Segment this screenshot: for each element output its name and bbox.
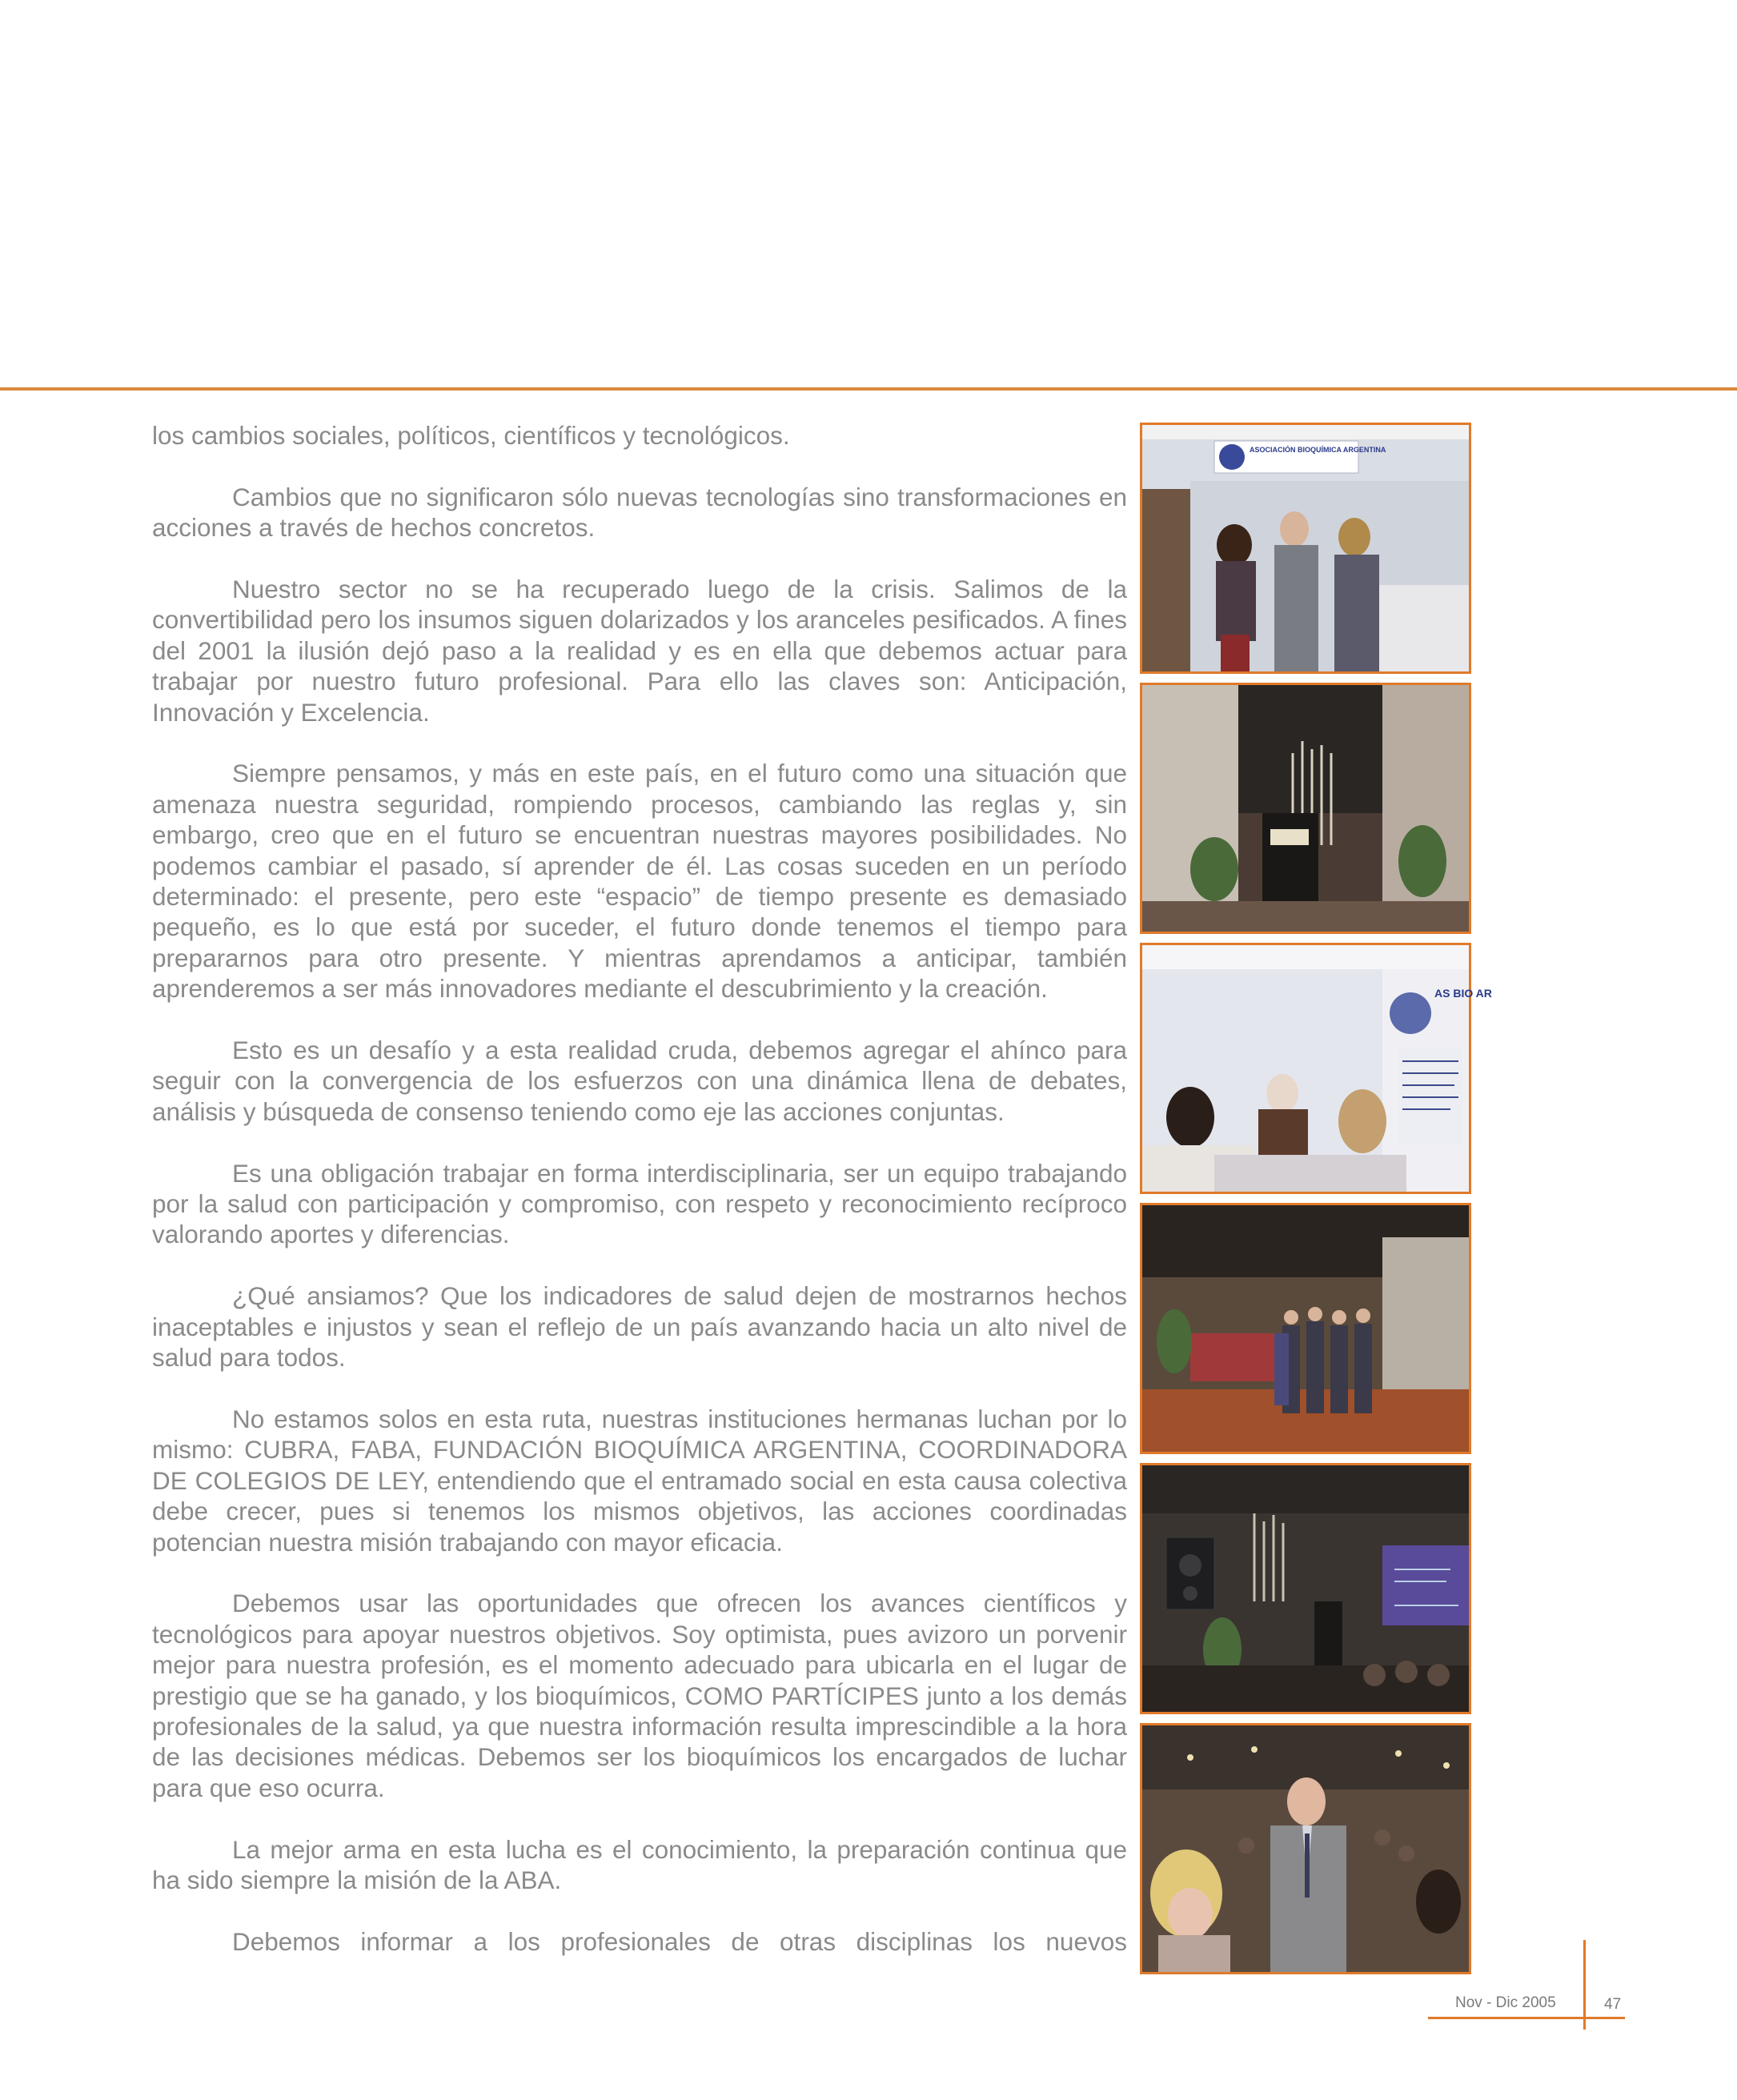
photo-hall-group <box>1140 1203 1471 1454</box>
paragraph-4: Esto es un desafío y a esta realidad cruda, debemos agregar el ahínco para seguir con la convergencia de los esfuerzos con una dinámica llena de debates, análisis y búsqueda de consenso teniendo como eje las acciones conjuntas. <box>152 1036 1127 1126</box>
paragraph-2: Nuestro sector no se ha recuperado luego de la crisis. Salimos de la convertibilidad pero los insumos siguen dolarizados y los aranceles pesificados. A fines del 2001 la ilusión dejó paso a la realidad y es en ella que debemos actuar para trabajar por nuestro futuro profesional. Para ello las claves son: Anticipación, Innovación y Excelencia. <box>152 575 1127 727</box>
paragraph-3: Siempre pensamos, y más en este país, en el futuro como una situación que amenaza nuestra seguridad, rompiendo procesos, cambiando las reglas y, sin embargo, creo que en el futuro se encuentran nuestras mayores posibilidades. No podemos cambiar el pasado, sí aprender de él. Las cosas suceden en un período determinado: el presente, pero este “espacio” de tiempo presente es demasiado pequeño, es lo que está por suceder, el futuro donde tenemos el tiempo para prepararnos para otro presente. Y mientras aprendamos a anticipar, también aprenderemos a ser más innovadores mediante el descubrimiento y la creación. <box>152 759 1127 1004</box>
issue-date: Nov - Dic 2005 <box>1455 1994 1556 2011</box>
top-rule <box>0 387 1737 391</box>
article-body <box>152 420 1127 1957</box>
photo-booth-seated <box>1140 943 1492 1194</box>
paragraph-5: Es una obligación trabajar en forma interdisciplinaria, ser un equipo trabajando por la salud con participación y compromiso, con respeto y reconocimiento recíproco valorando aportes y diferencias. <box>152 1158 1127 1249</box>
paragraph-10: Debemos informar a los profesionales de otras disciplinas los nuevos <box>232 1926 1127 1956</box>
page-number: 47 <box>1604 1996 1622 2013</box>
paragraph-7: No estamos solos en esta ruta, nuestras instituciones hermanas luchan por lo mismo: CUBRA, FABA, FUNDACIÓN BIOQUÍMICA ARGENTINA, COORDINADORA DE COLEGIOS DE LEY, entendiendo que el entramado social en esta causa colectiva debe crecer, pues si tenemos los mismos objetivos, las acciones coordinadas potencian nuestra misión trabajando con mayor eficacia. <box>152 1404 1127 1557</box>
photo-column <box>1140 423 1492 1983</box>
photo-hall-lectern <box>1140 683 1471 934</box>
paragraph-9: La mejor arma en esta lucha es el conocimiento, la preparación continua que ha sido siempre la misión de la ABA. <box>152 1834 1127 1894</box>
booth-sign-text: ASOCIACIÓN BIOQUÍMICA ARGENTINA <box>1250 446 1386 454</box>
paragraph-1: Cambios que no significaron sólo nuevas tecnologías sino transformaciones en acciones a través de hechos concretos. <box>152 482 1127 543</box>
paragraph-6: ¿Qué ansiamos? Que los indicadores de salud dejen de mostrarnos hechos inaceptables e injustos y sean el reflejo de un país avanzando hacia un alto nivel de salud para todos. <box>152 1281 1127 1373</box>
booth-sign-short: AS BIO AR <box>1434 987 1492 1000</box>
photo-booth-conversation <box>1140 423 1471 674</box>
footer-horizontal-rule <box>1428 2017 1625 2019</box>
paragraph-0: los cambios sociales, políticos, científicos y tecnológicos. <box>152 421 790 450</box>
photo-speaker-crowd <box>1140 1723 1471 1974</box>
photo-auditorium-screen <box>1140 1463 1471 1714</box>
paragraph-8: Debemos usar las oportunidades que ofrecen los avances científicos y tecnológicos para apoyar nuestros objetivos. Soy optimista, pues avizoro un porvenir mejor para nuestra profesión, es el momento adecuado para ubicarla en el lugar de prestigio que se ha ganado, y los bioquímicos, COMO PARTÍCIPES junto a los demás profesionales de la salud, ya que nuestra información resulta imprescindible a la hora de las decisiones médicas. Debemos ser los bioquímicos los encargados de luchar para que eso ocurra. <box>152 1589 1127 1802</box>
